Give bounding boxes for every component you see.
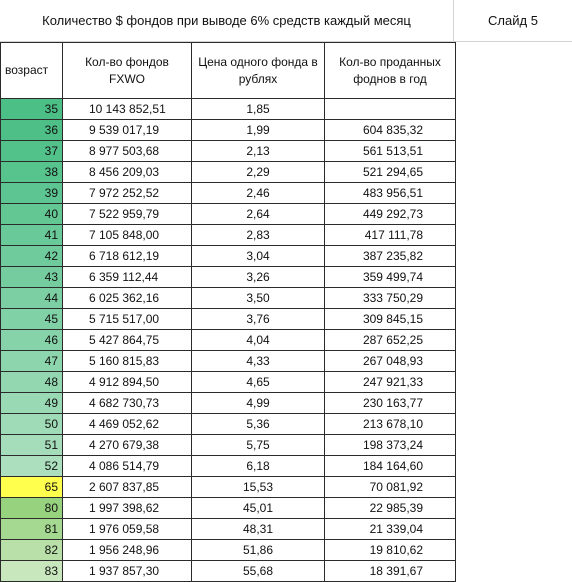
age-cell[interactable]: 36	[1, 120, 63, 141]
funds-cell[interactable]: 5 427 864,75	[63, 330, 192, 351]
price-cell[interactable]: 3,50	[192, 288, 325, 309]
age-cell[interactable]: 39	[1, 183, 63, 204]
price-cell[interactable]: 3,04	[192, 246, 325, 267]
funds-cell[interactable]: 1 937 857,30	[63, 561, 192, 582]
funds-cell[interactable]: 7 972 252,52	[63, 183, 192, 204]
funds-cell[interactable]: 4 469 052,62	[63, 414, 192, 435]
funds-cell[interactable]: 7 105 848,00	[63, 225, 192, 246]
sold-cell[interactable]: 449 292,73	[325, 204, 456, 225]
table-row	[1, 204, 456, 225]
sold-cell[interactable]	[325, 99, 456, 120]
price-cell[interactable]: 1,99	[192, 120, 325, 141]
age-cell[interactable]: 43	[1, 267, 63, 288]
sold-cell[interactable]: 18 391,67	[325, 561, 456, 582]
price-cell[interactable]: 6,18	[192, 456, 325, 477]
age-cell[interactable]: 35	[1, 99, 63, 120]
column-header-price[interactable]: Цена одного фонда в рублях	[192, 43, 325, 99]
column-header-sold[interactable]: Кол-во проданных фоднов в год	[325, 43, 456, 99]
funds-cell[interactable]: 5 715 517,00	[63, 309, 192, 330]
sold-cell[interactable]: 483 956,51	[325, 183, 456, 204]
funds-cell[interactable]: 4 912 894,50	[63, 372, 192, 393]
age-cell[interactable]: 48	[1, 372, 63, 393]
age-cell[interactable]: 80	[1, 498, 63, 519]
funds-cell[interactable]: 7 522 959,79	[63, 204, 192, 225]
age-cell[interactable]: 50	[1, 414, 63, 435]
table-row	[1, 540, 456, 561]
age-cell[interactable]: 37	[1, 141, 63, 162]
table-row	[1, 183, 456, 204]
price-cell[interactable]: 2,46	[192, 183, 325, 204]
price-cell[interactable]: 2,83	[192, 225, 325, 246]
table-row	[1, 498, 456, 519]
funds-cell[interactable]: 4 270 679,38	[63, 435, 192, 456]
table-row	[1, 519, 456, 540]
table-row	[1, 120, 456, 141]
funds-cell[interactable]: 6 718 612,19	[63, 246, 192, 267]
table-row	[1, 309, 456, 330]
age-cell[interactable]: 49	[1, 393, 63, 414]
sold-cell[interactable]: 287 652,25	[325, 330, 456, 351]
age-cell[interactable]: 38	[1, 162, 63, 183]
table-row	[1, 99, 456, 120]
table-row	[1, 561, 456, 582]
column-header-age[interactable]: возраст	[1, 43, 63, 99]
price-cell[interactable]: 45,01	[192, 498, 325, 519]
sold-cell[interactable]: 247 921,33	[325, 372, 456, 393]
sold-cell[interactable]: 387 235,82	[325, 246, 456, 267]
sold-cell[interactable]: 417 111,78	[325, 225, 456, 246]
table-row	[1, 435, 456, 456]
table-row	[1, 477, 456, 498]
age-cell[interactable]: 40	[1, 204, 63, 225]
sold-cell[interactable]: 561 513,51	[325, 141, 456, 162]
table-row	[1, 414, 456, 435]
age-cell[interactable]: 51	[1, 435, 63, 456]
table-row	[1, 288, 456, 309]
sold-cell[interactable]: 521 294,65	[325, 162, 456, 183]
funds-cell[interactable]: 1 976 059,58	[63, 519, 192, 540]
table-row	[1, 225, 456, 246]
sold-cell[interactable]: 21 339,04	[325, 519, 456, 540]
table-row	[1, 330, 456, 351]
sold-cell[interactable]: 333 750,29	[325, 288, 456, 309]
price-cell[interactable]: 15,53	[192, 477, 325, 498]
table-row	[1, 456, 456, 477]
age-cell[interactable]: 45	[1, 309, 63, 330]
age-cell[interactable]: 41	[1, 225, 63, 246]
funds-table	[0, 42, 456, 582]
price-cell[interactable]: 2,29	[192, 162, 325, 183]
price-cell[interactable]: 4,65	[192, 372, 325, 393]
price-cell[interactable]: 2,64	[192, 204, 325, 225]
age-cell[interactable]: 82	[1, 540, 63, 561]
table-title[interactable]: Количество $ фондов при выводе 6% средств каждый месяц	[0, 0, 454, 42]
sold-cell[interactable]: 184 164,60	[325, 456, 456, 477]
funds-cell[interactable]: 6 025 362,16	[63, 288, 192, 309]
price-cell[interactable]: 1,85	[192, 99, 325, 120]
age-cell[interactable]: 47	[1, 351, 63, 372]
table-row	[1, 372, 456, 393]
header-row	[0, 0, 572, 42]
age-cell[interactable]: 65	[1, 477, 63, 498]
sold-cell[interactable]: 198 373,24	[325, 435, 456, 456]
column-headers	[1, 43, 456, 99]
age-cell[interactable]: 46	[1, 330, 63, 351]
price-cell[interactable]: 2,13	[192, 141, 325, 162]
funds-cell[interactable]: 1 956 248,96	[63, 540, 192, 561]
funds-cell[interactable]: 1 997 398,62	[63, 498, 192, 519]
funds-cell[interactable]: 8 977 503,68	[63, 141, 192, 162]
age-cell[interactable]: 44	[1, 288, 63, 309]
price-cell[interactable]: 4,04	[192, 330, 325, 351]
sold-cell[interactable]: 19 810,62	[325, 540, 456, 561]
table-row	[1, 141, 456, 162]
funds-cell[interactable]: 2 607 837,85	[63, 477, 192, 498]
funds-cell[interactable]: 8 456 209,03	[63, 162, 192, 183]
sold-cell[interactable]: 70 081,92	[325, 477, 456, 498]
price-cell[interactable]: 3,26	[192, 267, 325, 288]
age-cell[interactable]: 83	[1, 561, 63, 582]
funds-cell[interactable]: 4 086 514,79	[63, 456, 192, 477]
price-cell[interactable]: 4,99	[192, 393, 325, 414]
column-header-funds[interactable]: Кол-во фондов FXWO	[63, 43, 192, 99]
slide-label[interactable]: Слайд 5	[454, 0, 572, 42]
sold-cell[interactable]: 359 499,74	[325, 267, 456, 288]
price-cell[interactable]: 55,68	[192, 561, 325, 582]
table-row	[1, 351, 456, 372]
table-row	[1, 267, 456, 288]
funds-cell[interactable]: 5 160 815,83	[63, 351, 192, 372]
price-cell[interactable]: 5,36	[192, 414, 325, 435]
table-row	[1, 162, 456, 183]
price-cell[interactable]: 4,33	[192, 351, 325, 372]
funds-cell[interactable]: 10 143 852,51	[63, 99, 192, 120]
price-cell[interactable]: 5,75	[192, 435, 325, 456]
price-cell[interactable]: 3,76	[192, 309, 325, 330]
funds-cell[interactable]: 9 539 017,19	[63, 120, 192, 141]
age-cell[interactable]: 81	[1, 519, 63, 540]
price-cell[interactable]: 48,31	[192, 519, 325, 540]
age-cell[interactable]: 42	[1, 246, 63, 267]
sold-cell[interactable]: 230 163,77	[325, 393, 456, 414]
funds-cell[interactable]: 4 682 730,73	[63, 393, 192, 414]
sold-cell[interactable]: 267 048,93	[325, 351, 456, 372]
price-cell[interactable]: 51,86	[192, 540, 325, 561]
sold-cell[interactable]: 213 678,10	[325, 414, 456, 435]
sold-cell[interactable]: 604 835,32	[325, 120, 456, 141]
age-cell[interactable]: 52	[1, 456, 63, 477]
table-row	[1, 393, 456, 414]
sold-cell[interactable]: 22 985,39	[325, 498, 456, 519]
funds-cell[interactable]: 6 359 112,44	[63, 267, 192, 288]
sold-cell[interactable]: 309 845,15	[325, 309, 456, 330]
table-row	[1, 246, 456, 267]
